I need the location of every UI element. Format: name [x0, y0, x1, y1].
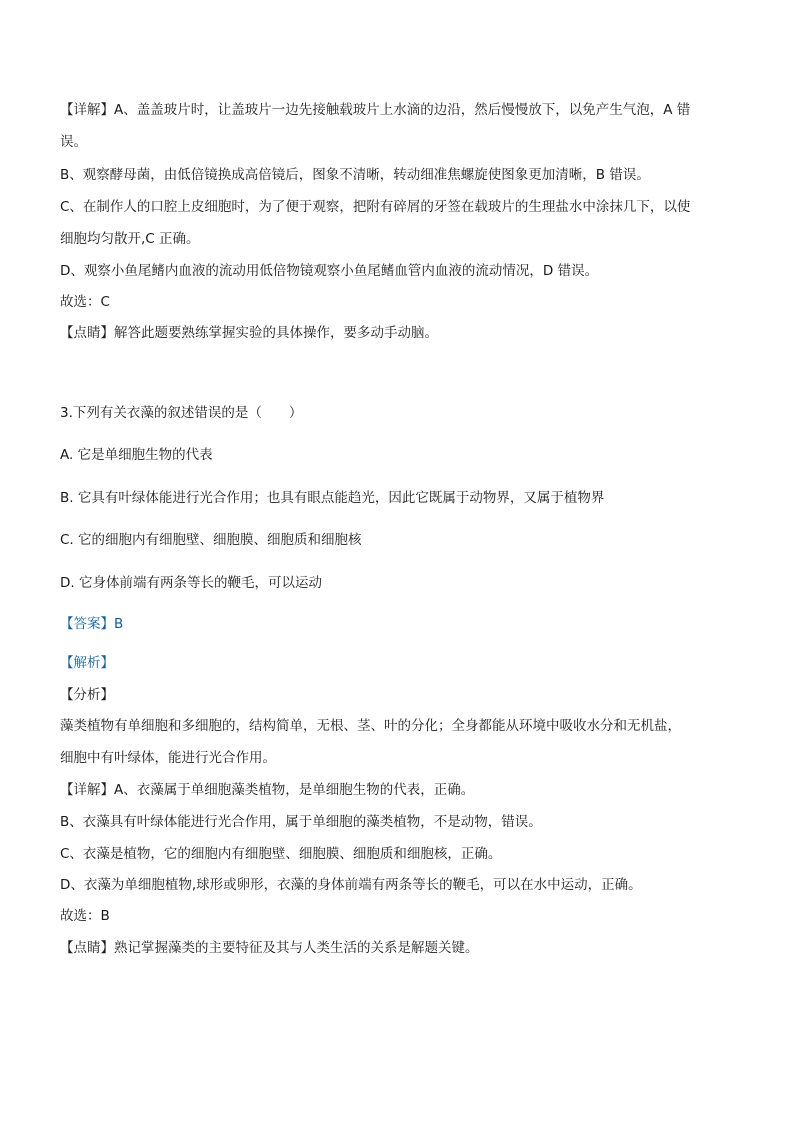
comment-tag: 【点睛】 — [60, 325, 114, 341]
choice-line: 故选：C — [60, 294, 110, 310]
option-a: A. 它是单细胞生物的代表 — [60, 447, 213, 463]
detail-c: C、衣藻是植物，它的细胞内有细胞壁、细胞膜、细胞质和细胞核，正确。 — [60, 846, 502, 862]
detail-b: B、衣藻具有叶绿体能进行光合作用，属于单细胞的藻类植物，不是动物，错误。 — [60, 814, 542, 830]
answer-line — [60, 614, 736, 634]
question-stem: 3.下列有关衣藻的叙述错误的是（ ） — [60, 405, 303, 421]
choice-line: 故选：B — [60, 908, 110, 924]
detail-line-b: B、观察酵母菌，由低倍镜换成高倍镜后，图象不清晰，转动细准焦螺旋使图象更加清晰，B 错误。 — [60, 167, 650, 183]
detail-line: 【详解】A、盖盖玻片时，让盖玻片一边先接触载玻片上水滴的边沿，然后慢慢放下，以免产生气泡，A 错 — [60, 102, 691, 118]
detail-a: 【详解】A、衣藻属于单细胞藻类植物，是单细胞生物的代表，正确。 — [60, 782, 475, 798]
detail-tag: 【详解】 — [60, 782, 114, 798]
detail-line-c: C、在制作人的口腔上皮细胞时，为了便于观察，把附有碎屑的牙签在载玻片的生理盐水中涂抹几下，以使 — [60, 199, 691, 215]
comment-line: 【点睛】熟记掌握藻类的主要特征及其与人类生活的关系是解题关键。 — [60, 940, 479, 956]
detail-line-cont: 误。 — [60, 134, 87, 150]
answer-tag: 【答案】 — [60, 616, 114, 632]
detail-line-d: D、观察小鱼尾鳍内血液的流动用低倍物镜观察小鱼尾鳍血管内血液的流动情况，D 错误。 — [60, 263, 599, 279]
analysis-line: 藻类植物有单细胞和多细胞的，结构简单，无根、茎、叶的分化；全身都能从环境中吸收水分和无机盐， — [60, 718, 681, 734]
answer-value: B — [114, 616, 124, 632]
detail-d: D、衣藻为单细胞植物,球形或卵形，衣藻的身体前端有两条等长的鞭毛，可以在水中运动，正确。 — [60, 877, 642, 893]
detail-tag: 【详解】 — [60, 102, 114, 118]
option-d: D. 它身体前端有两条等长的鞭毛，可以运动 — [60, 575, 322, 591]
detail-line-c-cont: 细胞均匀散开,C 正确。 — [60, 231, 200, 247]
comment-line: 【点睛】解答此题要熟练掌握实验的具体操作，要多动手动脑。 — [60, 325, 438, 341]
analysis-sub-heading: 【分析】 — [60, 687, 114, 703]
comment-tag: 【点睛】 — [60, 940, 114, 956]
option-c: C. 它的细胞内有细胞壁、细胞膜、细胞质和细胞核 — [60, 532, 362, 548]
analysis-line-cont: 细胞中有叶绿体，能进行光合作用。 — [60, 750, 276, 766]
analysis-heading — [60, 653, 736, 673]
analysis-tag: 【解析】 — [60, 655, 114, 671]
option-b: B. 它具有叶绿体能进行光合作用；也具有眼点能趋光，因此它既属于动物界，又属于植物界 — [60, 490, 605, 506]
